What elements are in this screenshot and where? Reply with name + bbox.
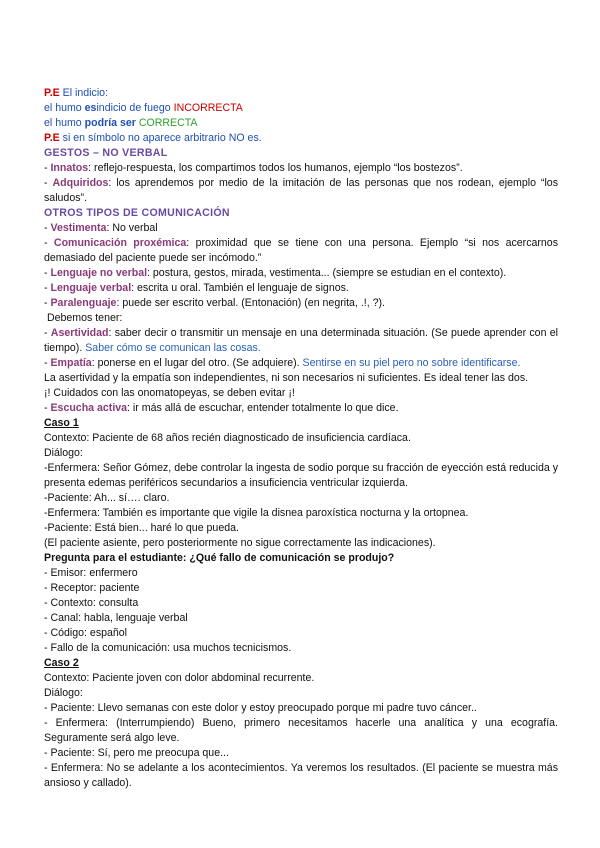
caso1-pregunta: Pregunta para el estudiante: ¿Qué fallo de comunicación se produjo? (44, 552, 395, 564)
caso1-dialog-line: -Enfermera: Señor Gómez, debe controlar la ingesta de sodio porque su fracción de eyección está reducida y presenta edemas periféricos secundarios a insuficiencia ventricular izquierda. (44, 462, 558, 489)
text-span: Debemos tener: (46, 312, 123, 324)
otros-heading: OTROS TIPOS DE COMUNICACIÓN (44, 207, 230, 219)
caso2-dialog-line: - Enfermera: (Interrumpiendo) Bueno, primero necesitamos hacerle una analítica y una ecografía. Seguramente será algo leve. (44, 717, 558, 744)
lenguaje-no-verbal-line: - Lenguaje no verbal: postura, gestos, mirada, vestimenta... (siempre se estudian en el contexto). (44, 267, 507, 279)
text-span: indicio de fuego (96, 102, 171, 114)
caso2-title: Caso 2 (44, 657, 79, 669)
debemos-line (44, 311, 558, 326)
adquiridos-line: - Adquiridos: los aprendemos por medio de la imitación de las personas que nos rodean, ejemplo “los saludos”. (44, 177, 558, 204)
text-span: : ir más allá de escuchar, entender totalmente lo que dice. (127, 402, 399, 414)
term: Lenguaje no verbal (50, 267, 148, 279)
term: Vestimenta (50, 222, 107, 234)
caso2-contexto: Contexto: Paciente joven con dolor abdominal recurrente. (44, 672, 315, 684)
text-span: : proximidad que se tiene con una persona. Ejemplo “si nos acercarnos demasiado del paciente puede ser incómodo.” (44, 237, 558, 264)
escucha-activa-line: - Escucha activa: ir más allá de escuchar, entender totalmente lo que dice. (44, 402, 399, 414)
intro-line-1 (44, 86, 558, 101)
pe-label: P.E (44, 87, 60, 99)
lenguaje-verbal-line: - Lenguaje verbal: escrita u oral. También el lenguaje de signos. (44, 282, 349, 294)
term: Adquiridos (52, 177, 109, 189)
intro-line-3 (44, 116, 558, 131)
incorrecta-label: INCORRECTA (173, 102, 243, 114)
caso1-item: - Fallo de la comunicación: usa muchos tecnicismos. (44, 642, 292, 654)
term: Comunicación proxémica (53, 237, 187, 249)
caso1-contexto: Contexto: Paciente de 68 años recién diagnosticado de insuficiencia cardíaca. (44, 432, 411, 444)
document-page (44, 86, 558, 791)
asertividad-empatia-line: La asertividad y la empatía son independientes, ni son necesarios ni suficientes. Es ideal tener las dos. (44, 372, 529, 384)
gestos-heading: GESTOS – NO VERBAL (44, 147, 168, 159)
asertividad-line: - Asertividad: saber decir o transmitir un mensaje en una determinada situación. (Se puede aprender con el tiempo). Saber cómo se comunican las cosas. (44, 327, 558, 354)
caso1-item: - Canal: habla, lenguaje verbal (44, 612, 188, 624)
caso1-dialog-line: (El paciente asiente, pero posteriormente no sigue correctamente las indicaciones). (44, 537, 436, 549)
highlight-text: Sentirse en su piel pero no sobre identificarse. (302, 357, 521, 369)
onomatopeyas-line: ¡! Cuidados con las onomatopeyas, se deben evitar ¡! (44, 387, 295, 399)
correcta-label: CORRECTA (138, 117, 198, 129)
text-span: el humo (44, 102, 82, 114)
text-span: si en símbolo no aparece arbitrario NO es. (62, 132, 262, 144)
text-span: : No verbal (106, 222, 158, 234)
paralenguaje-line: - Paralenguaje: puede ser escrito verbal. (Entonación) (en negrita, .!, ?). (44, 297, 385, 309)
text-span: : puede ser escrito verbal. (Entonación) (en negrita, .!, ?). (116, 297, 385, 309)
term: Innatos (50, 162, 89, 174)
intro-line-2 (44, 101, 558, 116)
intro-line-4 (44, 131, 558, 146)
innatos-line: - Innatos: reflejo-respuesta, los compartimos todos los humanos, ejemplo “los bostezos”. (44, 162, 463, 174)
caso1-dialog-line: -Enfermera: También es importante que vigile la disnea paroxística nocturna y la ortopnea. (44, 507, 469, 519)
pe-label: P.E (44, 132, 60, 144)
caso2-dialogo: Diálogo: (44, 687, 83, 699)
text-span: : ponerse en el lugar del otro. (Se adquiere). (91, 357, 300, 369)
text-span: : escrita u oral. También el lenguaje de signos. (131, 282, 349, 294)
text-span: podría ser (84, 117, 136, 129)
caso1-item: - Contexto: consulta (44, 597, 139, 609)
caso1-item: - Emisor: enfermero (44, 567, 138, 579)
text-span: : saber decir o transmitir un mensaje en una determinada situación. (Se puede aprender con el tiempo). (44, 327, 558, 354)
caso2-dialog-line: - Paciente: Llevo semanas con este dolor y estoy preocupado porque mi padre tuvo cáncer.. (44, 702, 477, 714)
caso1-title: Caso 1 (44, 417, 79, 429)
caso2-dialog-line: - Paciente: Sí, pero me preocupa que... (44, 747, 229, 759)
term: Escucha activa (50, 402, 128, 414)
highlight-text: Saber cómo se comunican las cosas. (85, 342, 261, 354)
text-span: : postura, gestos, mirada, vestimenta... (siempre se estudian en el contexto). (147, 267, 507, 279)
term: Empatía (50, 357, 92, 369)
caso1-dialog-line: -Paciente: Está bien... haré lo que pueda. (44, 522, 239, 534)
text-span: el humo (44, 117, 82, 129)
proxemica-line: - Comunicación proxémica: proximidad que se tiene con una persona. Ejemplo “si nos acercarnos demasiado del paciente puede ser incómodo.” (44, 237, 558, 264)
vestimenta-line: - Vestimenta: No verbal (44, 222, 158, 234)
caso1-dialogo: Diálogo: (44, 447, 83, 459)
text-span: : reflejo-respuesta, los compartimos todos los humanos, ejemplo “los bostezos”. (88, 162, 463, 174)
empatia-line: - Empatía: ponerse en el lugar del otro. (Se adquiere). Sentirse en su piel pero no sobre identificarse. (44, 357, 521, 369)
caso1-dialog-line: -Paciente: Ah... sí…. claro. (44, 492, 170, 504)
text-span: es (84, 102, 97, 114)
intro-text: El indicio: (62, 87, 109, 99)
caso1-item: - Código: español (44, 627, 128, 639)
term: Paralenguaje (50, 297, 117, 309)
term: Asertividad (50, 327, 109, 339)
caso2-dialog-line: - Enfermera: No se adelante a los acontecimientos. Ya veremos los resultados. (El paciente se muestra más ansioso y callado). (44, 762, 558, 789)
text-span: : los aprendemos por medio de la imitación de las personas que nos rodean, ejemplo “los saludos”. (44, 177, 558, 204)
caso1-item: - Receptor: paciente (44, 582, 140, 594)
term: Lenguaje verbal (50, 282, 132, 294)
